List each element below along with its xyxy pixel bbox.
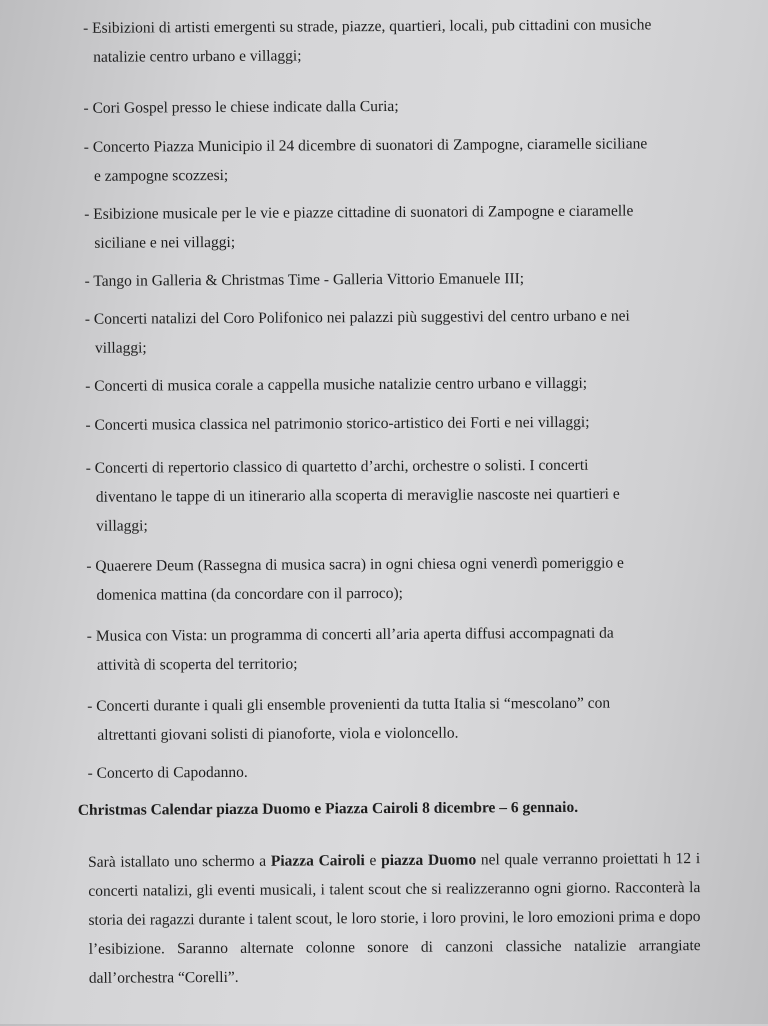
list-item: - Concerti musica classica nel patrimonio storico-artistico dei Forti e nei villaggi; [85, 413, 590, 434]
list-item: - Concerti natalizi del Coro Polifonico nei palazzi più suggestivi del centro urbano e nei villaggi; [84, 307, 630, 357]
list-item: - Musica con Vista: un programma di concerti all’aria aperta diffusi accompagnati da attività di scoperta del territorio; [86, 624, 614, 674]
bold-place-name: Piazza Cairoli [270, 852, 365, 870]
section-heading: Christmas Calendar piazza Duomo e Piazza Cairoli 8 dicembre – 6 gennaio. [77, 798, 579, 819]
list-item: - Cori Gospel presso le chiese indicate dalla Curia; [83, 97, 399, 117]
list-item: - Quaerere Deum (Rassegna di musica sacra) in ogni chiesa ogni venerdì pomeriggio e domenica mattina (da concordare con il parroco); [86, 554, 624, 604]
list-item: - Concerti di repertorio classico di quartetto d’archi, orchestre o solisti. I concerti diventano le tappe di un itinerario alla scoperta di meraviglie nascoste nei quartieri e villaggi; [85, 456, 620, 535]
list-item: - Esibizione musicale per le vie e piazze cittadine di suonatori di Zampogne e ciaramelle siciliane e nei villaggi; [84, 202, 634, 252]
list-item: - Concerti durante i quali gli ensemble provenienti da tutta Italia si “mescolano” con altrettanti giovani solisti di pianoforte, viola e violoncello. [87, 694, 611, 744]
body-paragraph: Sarà istallato uno schermo a Piazza Cairoli e piazza Duomo nel quale verranno proiettati h 12 i concerti natalizi, gli eventi musicali, i talent scout che si realizzeranno ogni giorno. Racconterà la storia dei ragazzi durante i talent scout, le loro storie, i loro provini, le loro emozioni prima e dopo l’esibizione. Saranno alternate colonne sonore di canzoni classiche natalizie arrangiate dall’orchestra “Corelli”. [88, 850, 701, 987]
bold-place-name: piazza Duomo [381, 851, 477, 870]
list-item: - Concerto Piazza Municipio il 24 dicembre di suonatori di Zampogne, ciaramelle siciliane e zampogne scozzesi; [83, 135, 648, 185]
list-item: - Esibizioni di artisti emergenti su strade, piazze, quartieri, locali, pub cittadini con musiche natalizie centro urbano e villaggi; [82, 16, 652, 66]
list-item: - Concerti di musica corale a cappella musiche natalizie centro urbano e villaggi; [85, 374, 588, 395]
list-item: - Concerto di Capodanno. [87, 763, 248, 782]
list-item: - Tango in Galleria & Christmas Time - Galleria Vittorio Emanuele III; [84, 270, 525, 290]
